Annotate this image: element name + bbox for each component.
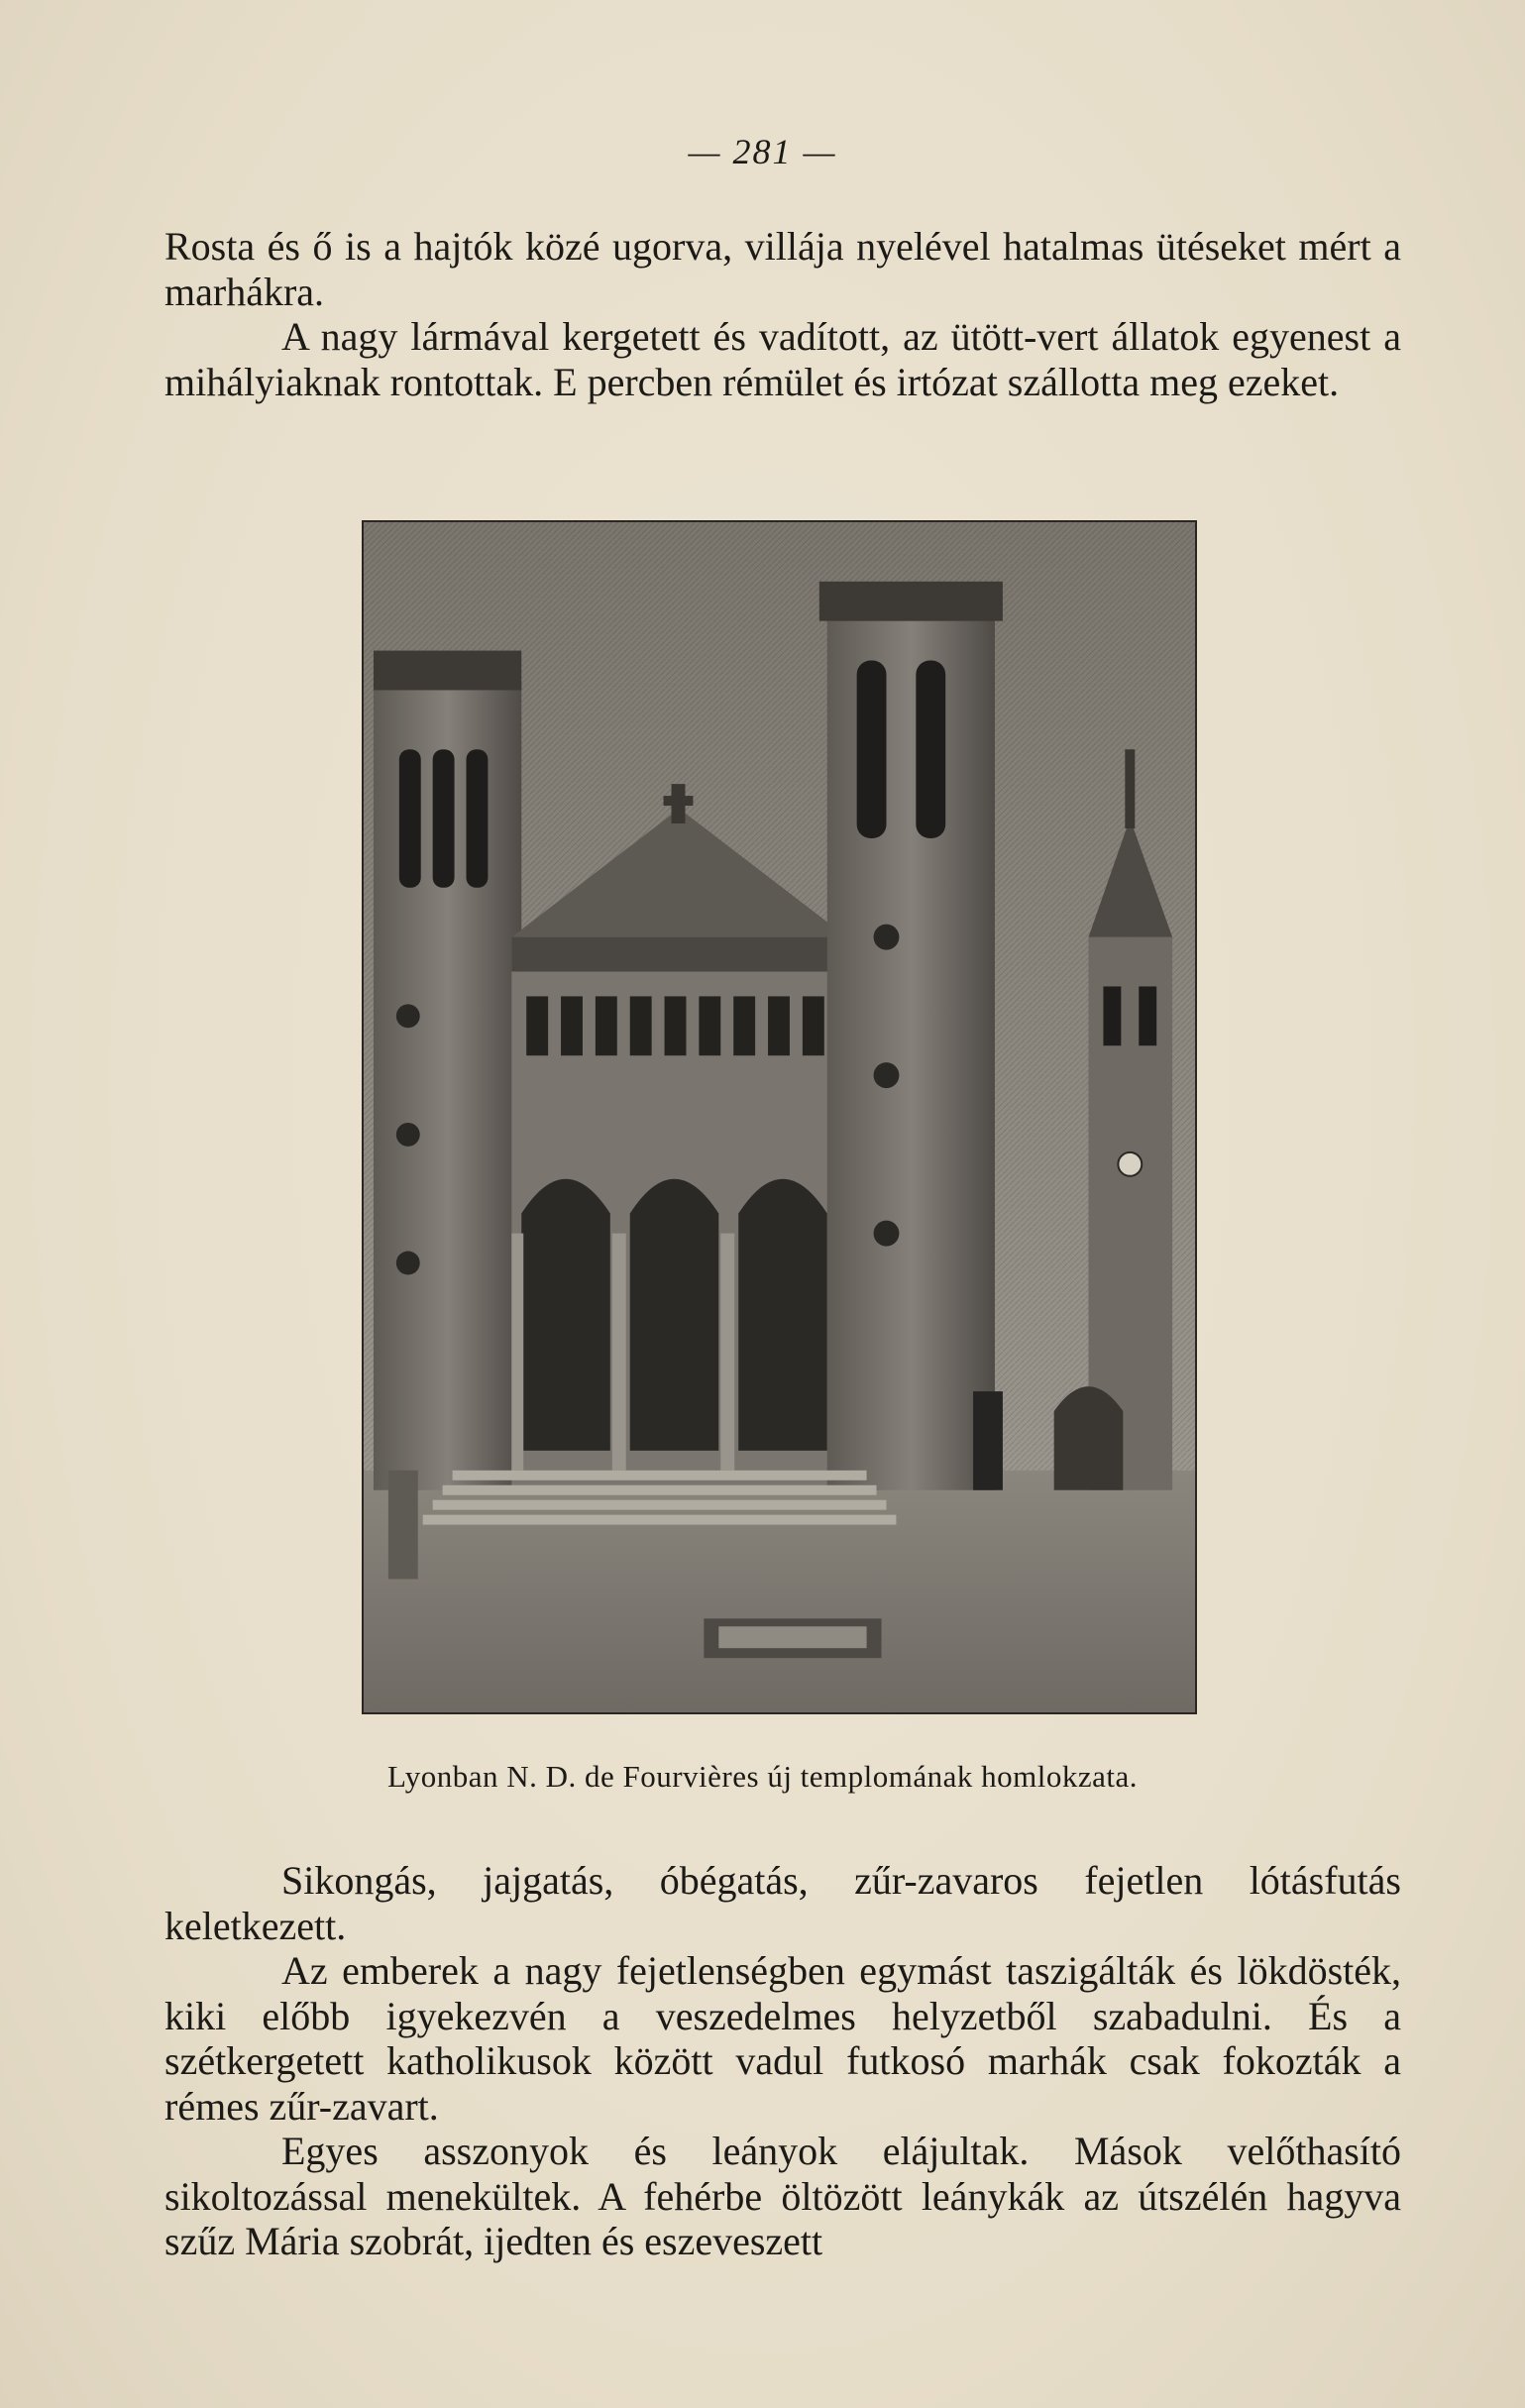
church-facade-illustration xyxy=(362,520,1197,1714)
text-block-bottom xyxy=(164,1858,1401,2264)
figure-caption: Lyonban N. D. de Fourvières új templomának homlokzata. xyxy=(386,1759,1139,1794)
church-facade-image xyxy=(364,522,1195,1712)
paragraph: A nagy lármával kergetett és vadított, az ütött-vert állatok egyenest a mihályiaknak rontottak. E percben rémület és irtózat szállotta meg ezeket. xyxy=(164,314,1401,404)
paragraph: Rosta és ő is a hajtók közé ugorva, villája nyelével hatalmas ütéseket mért a marhákra. xyxy=(164,224,1401,314)
paragraph: Sikongás, jajgatás, óbégatás, zűr-zavaros fejetlen lótásfutás keletkezett. xyxy=(164,1858,1401,1948)
page-number: — 281 — xyxy=(688,132,837,171)
paragraph: Az emberek a nagy fejetlenségben egymást taszigálták és lökdösték, kiki előbb igyekezvén a veszedelmes helyzetből szabadulni. És a szétkergetett katholikusok között vadul futkosó marhák csak fokozták a rémes zűr-zavart. xyxy=(164,1948,1401,2129)
text-block-top xyxy=(164,224,1401,404)
paragraph: Egyes asszonyok és leányok elájultak. Mások velőthasító sikoltozással menekültek. A fehérbe öltözött leánykák az útszélén hagyva szűz Mária szobrát, ijedten és eszeveszett xyxy=(164,2129,1401,2263)
